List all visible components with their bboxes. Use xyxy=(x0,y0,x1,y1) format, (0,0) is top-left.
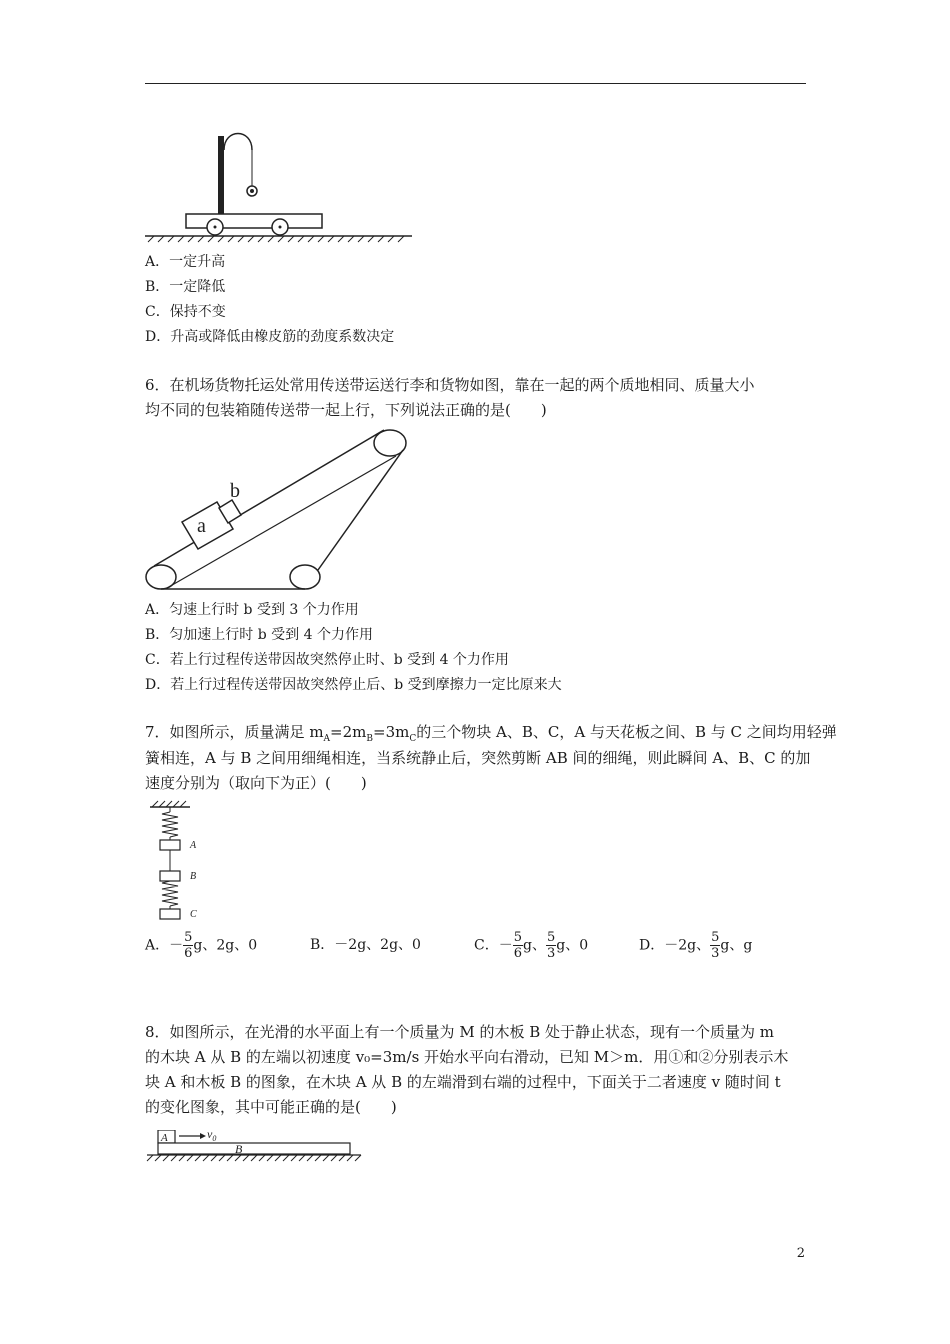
block-b-label: B xyxy=(190,871,197,882)
q6-option-c: C．若上行过程传送带因故突然停止时、b 受到 4 个力作用 xyxy=(145,652,509,668)
q5-option-a: A．一定升高 xyxy=(145,254,226,270)
fraction xyxy=(183,930,193,961)
numerator: 5 xyxy=(546,930,556,945)
numerator: 5 xyxy=(711,930,720,945)
q8-stem-line-4: 的变化图象，其中可能正确的是( ) xyxy=(145,1098,397,1116)
cart-pendulum-figure xyxy=(140,128,415,243)
q7-option-a-suffix: g、2g、0 xyxy=(193,937,258,954)
q6-stem-line-2: 均不同的包装箱随传送带一起上行，下列说法正确的是( ) xyxy=(145,401,547,419)
q7-stem-line-3: 速度分别为（取向下为正）( ) xyxy=(145,774,367,792)
q8-stem-line-3: 块 A 和木板 B 的图象，在木块 A 从 B 的左端滑到右端的过程中，下面关于二者速度 v 随时间 t xyxy=(145,1073,781,1091)
denominator: 3 xyxy=(546,946,556,961)
q5-option-b: B．一定降低 xyxy=(145,279,226,295)
block-a-label: A xyxy=(161,1132,168,1144)
block-on-board-figure xyxy=(145,1130,365,1162)
fraction xyxy=(513,930,523,961)
q8-stem-line-1: 8．如图所示，在光滑的水平面上有一个质量为 M 的木板 B 处于静止状态，现有一个质量为 m xyxy=(145,1023,774,1041)
spring-blocks-figure xyxy=(145,800,220,922)
q6-option-d: D．若上行过程传送带因故突然停止后、b 受到摩擦力一定比原来大 xyxy=(145,677,562,693)
q7-line1-part: =2m xyxy=(330,723,367,741)
q7-option-a xyxy=(145,930,257,961)
q7-line1-part: =3m xyxy=(373,723,410,741)
q7-option-c-suffix: g、0 xyxy=(556,937,589,954)
numerator: 5 xyxy=(184,930,193,945)
v0-subscript: 0 xyxy=(212,1134,217,1143)
q7-option-d xyxy=(639,930,752,961)
box-b-label: b xyxy=(230,480,240,502)
denominator: 3 xyxy=(711,946,720,961)
fraction xyxy=(710,930,720,961)
page-number: 2 xyxy=(796,1246,805,1261)
q7-option-c-middle: g、 xyxy=(523,937,546,954)
q7-stem-line-2: 簧相连，A 与 B 之间用细绳相连，当系统静止后，突然剪断 AB 间的细绳，则此瞬间 A、B、C 的加 xyxy=(145,749,811,767)
q5-option-c: C．保持不变 xyxy=(145,304,226,320)
header-rule xyxy=(145,83,806,84)
q5-option-d: D．升高或降低由橡皮筋的劲度系数决定 xyxy=(145,329,395,345)
numerator: 5 xyxy=(513,930,522,945)
q6-option-a: A．匀速上行时 b 受到 3 个力作用 xyxy=(145,602,359,618)
q7-option-a-prefix: A．－ xyxy=(145,937,184,954)
q8-stem-line-2: 的木块 A 从 B 的左端以初速度 v₀=3m/s 开始水平向右滑动，已知 M＞m．用①和②分别表示木 xyxy=(145,1048,789,1066)
conveyor-belt-figure xyxy=(140,425,420,595)
block-a-label: A xyxy=(190,840,197,851)
q7-sub-c: C xyxy=(409,734,417,744)
q7-sub-a: A xyxy=(323,734,331,744)
board-b-label: B xyxy=(235,1142,243,1156)
q7-option-c xyxy=(474,930,588,961)
v0-label xyxy=(207,1130,216,1143)
q7-line1-part: 的三个物块 A、B、C，A 与天花板之间、B 与 C 之间均用轻弹 xyxy=(416,723,837,741)
fraction xyxy=(546,930,556,961)
q7-sub-b: B xyxy=(366,734,374,744)
q7-option-b: B．－2g、2g、0 xyxy=(310,937,421,953)
q7-line1-part: 7．如图所示，质量满足 m xyxy=(145,723,324,741)
denominator: 6 xyxy=(184,946,193,961)
q6-option-b: B．匀加速上行时 b 受到 4 个力作用 xyxy=(145,627,373,643)
q7-option-d-prefix: D．－2g、 xyxy=(639,937,711,954)
v0-symbol: v xyxy=(207,1130,213,1141)
q6-stem-line-1: 6．在机场货物托运处常用传送带运送行李和货物如图，靠在一起的两个质地相同、质量大小 xyxy=(145,376,755,394)
denominator: 6 xyxy=(513,946,522,961)
q7-option-d-suffix: g、g xyxy=(720,937,753,954)
q7-option-c-prefix: C．－ xyxy=(474,937,513,954)
block-c-label: C xyxy=(190,909,197,920)
box-a-label: a xyxy=(197,515,206,537)
